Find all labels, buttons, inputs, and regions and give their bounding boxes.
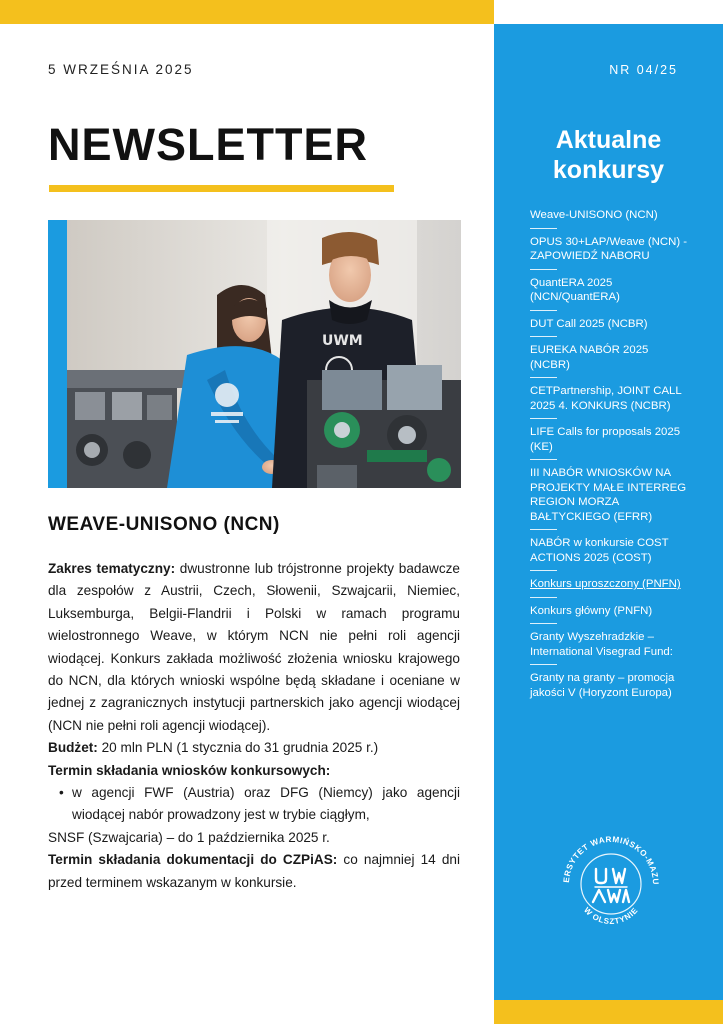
title-underline <box>49 185 394 192</box>
budget-text: 20 mln PLN (1 stycznia do 31 grudnia 2025 r.) <box>97 740 379 756</box>
competition-item[interactable]: LIFE Calls for proposals 2025 (KE) <box>530 426 681 453</box>
competition-item[interactable]: OPUS 30+LAP/Weave (NCN) - ZAPOWIEDŹ NABORU <box>530 235 688 262</box>
sidebar-title-line1: Aktualne <box>555 126 662 154</box>
list-divider <box>530 310 557 311</box>
deadline-label: Termin składania wniosków konkursowych: <box>48 762 331 778</box>
page-title: NEWSLETTER <box>48 119 368 170</box>
university-logo-icon <box>555 828 667 940</box>
svg-text:UWM: UWM <box>322 333 363 349</box>
deadline-list <box>48 782 460 827</box>
deadline-heading <box>48 760 460 782</box>
university-seal-logo <box>555 828 667 940</box>
scope-text: dwustronne lub trójstronne projekty badawcze dla zespołów z Austrii, Czech, Słowenii, Szwajcarii, Niemiec, Luksemburga, Belgii-Flandrii i Polski w ramach programu wielostronnego Weave, w którym NCN nie pełni roli agencji wiodącej. Konkurs zakłada możliwość złożenia wniosku krajowego do NCN, dla których wnioski wspólne będą składane i oceniane w jednej z zagranicznych instytucji partnerskich jako agencji wiodącej (NCN nie pełni roli agencji wiodącej). <box>48 561 460 733</box>
top-accent-bar <box>0 0 494 24</box>
list-divider <box>530 597 557 598</box>
competition-item[interactable]: Konkurs główny (PNFN) <box>530 604 653 617</box>
competition-item[interactable]: DUT Call 2025 (NCBR) <box>530 317 648 330</box>
competition-item[interactable]: NABÓR w konkursie COST ACTIONS 2025 (COST) <box>530 537 669 564</box>
competition-item[interactable]: Weave-UNISONO (NCN) <box>530 209 658 221</box>
scope-label: Zakres tematyczny: <box>48 561 176 576</box>
list-divider <box>530 269 557 270</box>
budget-label: Budżet: <box>48 740 98 756</box>
list-divider <box>530 570 557 571</box>
list-divider <box>530 459 557 460</box>
competition-item[interactable]: QuantERA 2025 (NCN/QuantERA) <box>530 276 620 303</box>
issue-number: NR 04/25 <box>609 63 678 77</box>
photo-accent-bar <box>48 220 67 488</box>
newsletter-date: 5 WRZEŚNIA 2025 <box>48 62 194 77</box>
list-divider <box>530 336 557 337</box>
list-divider <box>530 664 557 665</box>
bottom-accent-bar <box>494 1000 723 1024</box>
article-photo <box>48 220 461 488</box>
list-divider <box>530 623 557 624</box>
docs-label: Termin składania dokumentacji do CZPiAS: <box>48 852 338 868</box>
list-divider <box>530 529 557 530</box>
competition-list <box>530 208 690 700</box>
students-with-engine-illustration <box>67 220 461 488</box>
list-divider <box>530 228 557 229</box>
photo-image <box>67 220 461 488</box>
competition-link[interactable]: Konkurs uproszczony (PNFN) <box>530 578 681 590</box>
svg-text:UNIWERSYTET WARMIŃSKO-MAZURSKI <box>555 828 660 885</box>
list-divider <box>530 377 557 378</box>
docs-paragraph <box>48 849 460 894</box>
seal-bottom-text: W OLSZTYNIE <box>581 905 640 927</box>
scope-paragraph <box>48 558 460 737</box>
snsf-line: SNSF (Szwajcaria) – do 1 października 2025 r. <box>48 829 330 845</box>
seal-top-text: ERSYTET WARMIŃSKO-MAZU <box>561 834 661 886</box>
competition-item[interactable]: EUREKA NABÓR 2025 (NCBR) <box>530 344 649 371</box>
competition-item[interactable]: III NABÓR WNIOSKÓW NA PROJEKTY MAŁE INTERREG REGION MORZA BAŁTYCKIEGO (EFRR) <box>530 467 687 523</box>
docs-text: co najmniej 14 dni przed terminem wskazanym w konkursie. <box>48 852 460 890</box>
competition-item[interactable]: Granty Wyszehradzkie – International Visegrad Fund: <box>530 631 673 658</box>
competition-item[interactable]: CETPartnership, JOINT CALL 2025 4. KONKURS (NCBR) <box>530 385 682 412</box>
sidebar-title <box>494 125 723 185</box>
competition-item[interactable]: Granty na granty – promocja jakości V (Horyzont Europa) <box>530 672 675 699</box>
article-body <box>48 558 460 894</box>
budget-paragraph <box>48 737 460 759</box>
list-divider <box>530 418 557 419</box>
sidebar-title-line2: konkursy <box>552 156 665 184</box>
svg-text:W OLSZTYNIE <box>582 906 640 927</box>
article-heading: WEAVE-UNISONO (NCN) <box>48 514 280 535</box>
deadline-bullet: • w agencji FWF (Austria) oraz DFG (Niemcy) jako agencji wiodącej nabór prowadzony jest w trybie ciągłym, <box>72 782 460 827</box>
